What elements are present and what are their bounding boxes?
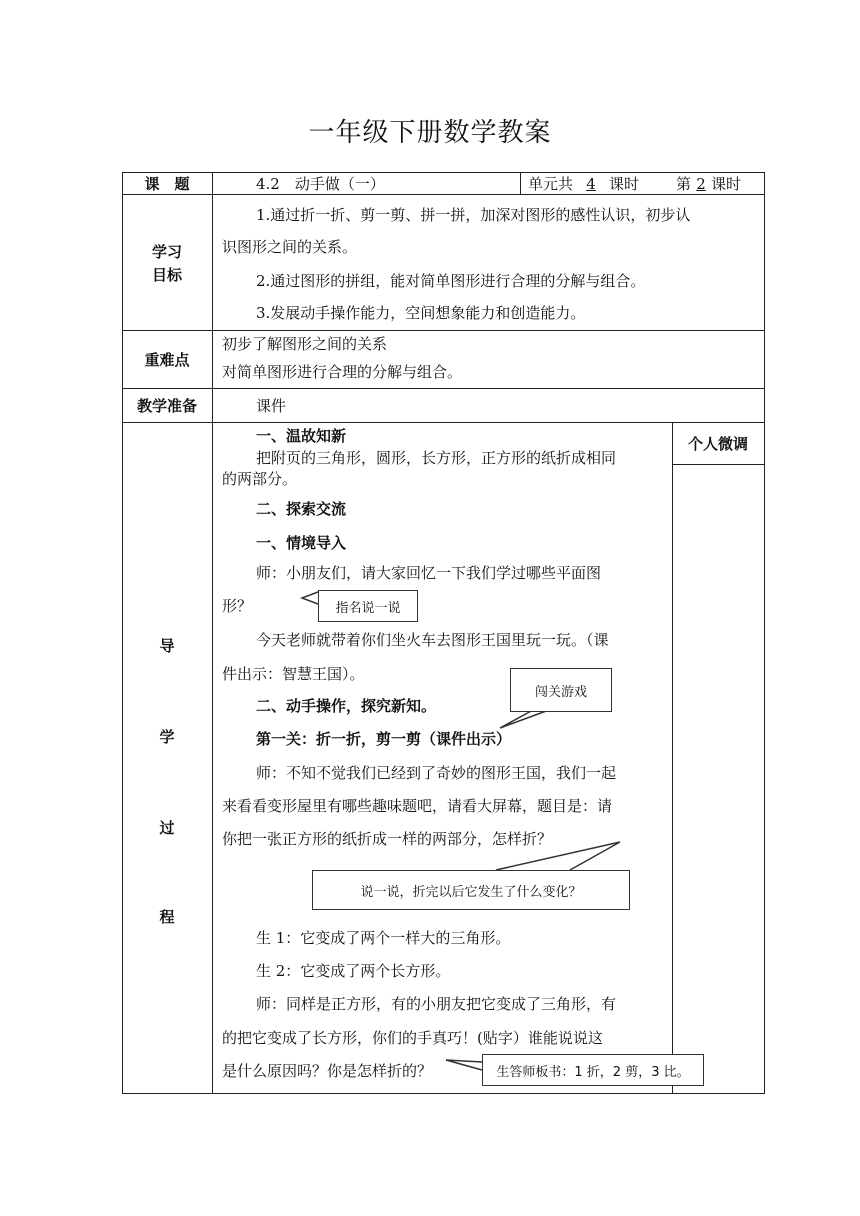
goals-label-1: 学习 <box>151 243 182 261</box>
callout-note: 闯关游戏 <box>510 668 612 712</box>
paragraph: 是什么原因吗？你是怎样折的？ <box>222 1062 433 1080</box>
paragraph: 件出示：智慧王国）。 <box>222 665 365 683</box>
section-heading: 二、探索交流 <box>256 500 347 518</box>
process-label-char: 程 <box>159 908 175 926</box>
callout-note: 指名说一说 <box>318 590 418 622</box>
paragraph: 的把它变成了长方形，你们的手真巧！(贴字）谁能说说这 <box>222 1029 603 1047</box>
paragraph: 你把一张正方形的纸折成一样的两部分，怎样折？ <box>222 830 553 848</box>
paragraph: 把附页的三角形，圆形，长方形，正方形的纸折成相同 <box>256 449 617 467</box>
goal-3: 3.发展动手操作能力，空间想象能力和创造能力。 <box>256 304 586 322</box>
paragraph: 师：不知不觉我们已经到了奇妙的图形王国，我们一起 <box>256 764 617 782</box>
paragraph: 来看看变形屋里有哪些趣味题吧，请看大屏幕，题目是：请 <box>222 797 613 815</box>
paragraph: 今天老师就带着你们坐火车去图形王国里玩一玩。（课 <box>256 631 609 649</box>
goal-1-cont: 识图形之间的关系。 <box>222 238 358 256</box>
section-heading: 一、温故知新 <box>256 427 347 445</box>
preparation-label: 教学准备 <box>136 397 197 415</box>
paragraph: 师：同样是正方形，有的小朋友把它变成了三角形，有 <box>256 995 617 1013</box>
key-point-2: 对简单图形进行合理的分解与组合。 <box>222 363 463 381</box>
process-label-char: 学 <box>159 728 175 746</box>
topic-value: 4.2 动手做（一） <box>256 175 385 193</box>
section-heading: 二、动手操作，探究新知。 <box>256 697 437 715</box>
callout-note: 生答师板书：1 折，2 剪，3 比。 <box>482 1054 704 1086</box>
key-points-label: 重难点 <box>144 351 190 369</box>
key-point-1: 初步了解图形之间的关系 <box>222 335 388 353</box>
section-heading: 第一关：折一折，剪一剪（课件出示） <box>256 730 512 748</box>
topic-label: 课 题 <box>144 175 190 193</box>
preparation-value: 课件 <box>256 397 287 415</box>
paragraph: 的两部分。 <box>222 470 298 488</box>
goal-2: 2.通过图形的拼组，能对简单图形进行合理的分解与组合。 <box>256 272 646 290</box>
paragraph: 生 1：它变成了两个一样大的三角形。 <box>256 929 511 947</box>
current-lesson: 第 2 课时 <box>676 175 742 193</box>
callout-note: 说一说，折完以后它发生了什么变化？ <box>312 870 630 910</box>
page-title: 一年级下册数学教案 <box>308 118 552 148</box>
goal-1: 1.通过折一折、剪一剪、拼一拼，加深对图形的感性认识，初步认 <box>256 206 691 224</box>
goals-label-2: 目标 <box>151 266 182 284</box>
side-header: 个人微调 <box>687 435 748 453</box>
process-label-char: 过 <box>159 819 175 837</box>
process-label-char: 导 <box>159 637 175 655</box>
section-heading: 一、情境导入 <box>256 534 347 552</box>
unit-lessons: 单元共 4 课时 <box>528 175 640 193</box>
paragraph: 师：小朋友们，请大家回忆一下我们学过哪些平面图 <box>256 564 602 582</box>
paragraph: 生 2：它变成了两个长方形。 <box>256 962 451 980</box>
paragraph: 形？ <box>222 597 253 615</box>
